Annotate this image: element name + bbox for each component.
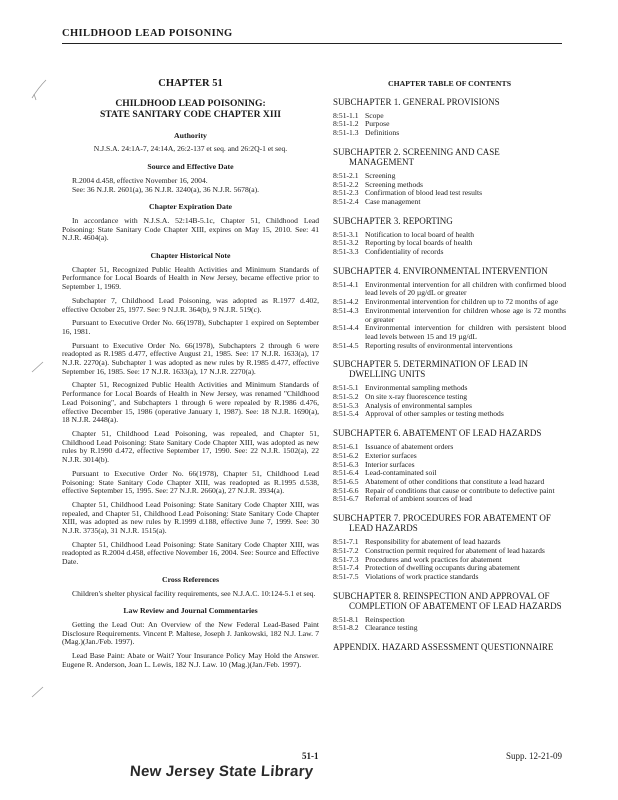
toc-section-number: 8:51-1.3	[333, 128, 359, 138]
toc-section-number: 8:51-6.2	[333, 450, 359, 460]
toc-section-number: 8:51-8.2	[333, 623, 359, 633]
toc-section-title: Abatement of other conditions that constitute a lead hazard	[365, 476, 545, 486]
toc-section-title: Confirmation of blood lead test results	[365, 188, 483, 198]
law-review-entry: Lead Base Paint: Abate or Wait? Your Insurance Policy May Hold the Answer. Eugene R. Anderson, Joan L. Lewis, 182 N.J. Law. 10 (Mag.)(Jan./Feb. 1997).	[62, 651, 319, 669]
toc-section-number: 8:51-5.1	[333, 383, 359, 393]
toc-subchapter-heading-line: SUBCHAPTER 1. GENERAL PROVISIONS	[333, 96, 500, 107]
toc-section-number: 8:51-3.1	[333, 229, 359, 239]
toc-section-number: 8:51-1.1	[333, 110, 359, 120]
toc-subchapter-heading-line: SUBCHAPTER 7. PROCEDURES FOR ABATEMENT OF	[333, 513, 551, 524]
law-review-list	[62, 621, 319, 670]
toc-subchapter-heading-cont: COMPLETION OF ABATEMENT OF LEAD HAZARDS	[349, 600, 562, 611]
toc-section-number: 8:51-7.5	[333, 571, 359, 581]
toc-section-title: Case management	[365, 196, 421, 206]
toc-section-number: 8:51-2.1	[333, 170, 359, 180]
historical-paragraph: Pursuant to Executive Order No. 66(1978), Subchapter 1 expired on September 16, 1981.	[62, 318, 319, 336]
toc-section-number: 8:51-7.1	[333, 537, 359, 547]
toc-section-title: Lead-contaminated soil	[365, 468, 437, 478]
toc-section-number: 8:51-6.1	[333, 442, 359, 452]
toc-section-title: Issuance of abatement orders	[365, 442, 454, 452]
toc-subchapter-heading	[333, 591, 566, 611]
toc-subchapter	[333, 147, 566, 207]
toc-section-title: Environmental intervention for children up to 72 months of age	[365, 297, 558, 307]
toc-section-number: 8:51-6.3	[333, 459, 359, 469]
toc-subchapter-heading-line: SUBCHAPTER 2. SCREENING AND CASE	[333, 146, 500, 157]
toc-section-title: Reporting results of environmental interventions	[365, 340, 513, 350]
toc-section-title: Environmental sampling methods	[365, 383, 468, 393]
expiration-heading: Chapter Expiration Date	[148, 202, 233, 212]
cross-references-heading: Cross References	[161, 574, 220, 584]
cross-references-text: Children's shelter physical facility requirements, see N.J.A.C. 10:124-5.1 et seq.	[72, 588, 316, 598]
toc-section-title: Referral of ambient sources of lead	[365, 494, 472, 504]
toc-section-title: Construction permit required for abatement of lead hazards	[365, 545, 545, 555]
toc-section-number: 8:51-3.2	[333, 238, 359, 248]
toc-section-entry	[333, 573, 566, 582]
law-review-entry: Getting the Lead Out: An Overview of the New Federal Lead-Based Paint Disclosure Requirements. Vincent P. Maltese, Joseph J. Jankowski, 182 N.J. Law. 7 (Mag.)(Jan./Feb. 1997).	[62, 619, 319, 647]
toc-subchapter	[333, 428, 566, 504]
toc-section-entry	[333, 198, 566, 207]
toc-section-number: 8:51-3.3	[333, 247, 359, 257]
toc-section-number: 8:51-8.1	[333, 614, 359, 624]
toc-section-title: Responsibility for abatement of lead hazards	[365, 537, 501, 547]
toc-section-title: Clearance testing	[365, 623, 418, 633]
toc-section-title: Reinspection	[365, 614, 405, 624]
toc-section-number: 8:51-7.4	[333, 563, 359, 573]
chapter-title-line1: CHILDHOOD LEAD POISONING:	[115, 97, 266, 109]
toc-section-number: 8:51-5.4	[333, 409, 359, 419]
toc-section-entry	[333, 324, 566, 341]
toc-section-title: Analysis of environmental samples	[365, 400, 472, 410]
historical-paragraph: Chapter 51, Childhood Lead Poisoning, was repealed, and Chapter 51, Childhood Lead Poisoning: State Sanitary Code Chapter XIII, was adopted as new rules by R.1990 d.472, effective September 17, 1990. See: 22 N.J.R. 1502(a), 22 N.J.R. 3014(b).	[62, 428, 319, 465]
toc-section-number: 8:51-2.3	[333, 188, 359, 198]
margin-mark-1	[28, 76, 50, 104]
toc-section-number: 8:51-4.2	[333, 297, 359, 307]
historical-paragraph: Chapter 51, Childhood Lead Poisoning: State Sanitary Code Chapter XIII, was repealed, and Chapter 51, Childhood Lead Poisoning: State Sanitary Code Chapter XIII, was adopted as new rules by R.1999 d.188, effective June 7, 1999. See: 30 N.J.R. 3735(a), 31 N.J.R. 1515(a).	[62, 499, 319, 536]
toc-section-title: Reporting by local boards of health	[365, 238, 473, 248]
toc-section-number: 8:51-7.3	[333, 554, 359, 564]
toc-subchapter-heading-cont: DWELLING UNITS	[349, 369, 426, 380]
toc-subchapter	[333, 216, 566, 257]
margin-mark-3	[30, 685, 46, 699]
historical-heading: Chapter Historical Note	[150, 251, 231, 261]
toc-section-number: 8:51-6.5	[333, 476, 359, 486]
historical-paragraph: Subchapter 7, Childhood Lead Poisoning, was adopted as R.1977 d.402, effective October 25, 1977. See: 9 N.J.R. 364(b), 9 N.J.R. 519(c).	[62, 295, 319, 314]
source-heading: Source and Effective Date	[147, 162, 234, 172]
toc-subchapter	[333, 359, 566, 419]
toc-section-title: Definitions	[365, 128, 400, 138]
toc-subchapters	[333, 97, 566, 633]
toc-subchapter	[333, 513, 566, 582]
toc-subchapter-heading	[333, 97, 566, 107]
source-line2: See: 36 N.J.R. 2601(a), 36 N.J.R. 3240(a), 36 N.J.R. 5678(a).	[72, 184, 260, 194]
toc-section-number: 8:51-6.7	[333, 494, 359, 504]
toc-section-number: 8:51-6.6	[333, 485, 359, 495]
toc-section-title: Violations of work practice standards	[365, 571, 479, 581]
toc-section-title: Scope	[365, 110, 384, 120]
toc-title: CHAPTER TABLE OF CONTENTS	[387, 79, 512, 88]
toc-section-entry	[333, 248, 566, 257]
toc-subchapter-heading-line: SUBCHAPTER 8. REINSPECTION AND APPROVAL OF	[333, 590, 550, 601]
toc-section-entry	[333, 342, 566, 351]
toc-section-title: Notification to local board of health	[365, 229, 475, 239]
toc-section-title: On site x-ray fluorescence testing	[365, 392, 468, 402]
toc-section-title: Exterior surfaces	[365, 450, 417, 460]
toc-subchapter-heading	[333, 266, 566, 276]
toc-section-entry	[333, 129, 566, 138]
toc-section-number: 8:51-2.2	[333, 179, 359, 189]
historical-paragraph: Chapter 51, Childhood Lead Poisoning: State Sanitary Code Chapter XIII, was readopted as R.2004 d.458, effective November 16, 2004. See: Source and Effective Date.	[62, 539, 319, 567]
toc-subchapter-heading-line: SUBCHAPTER 6. ABATEMENT OF LEAD HAZARDS	[333, 428, 542, 439]
toc-section-title: Screening methods	[365, 179, 423, 189]
left-column	[62, 80, 319, 674]
toc-subchapter	[333, 591, 566, 633]
toc-subchapter-heading	[333, 428, 566, 438]
toc-section-number: 8:51-2.4	[333, 196, 359, 206]
toc-section-number: 8:51-6.4	[333, 468, 359, 478]
toc-subchapter-heading-line: SUBCHAPTER 4. ENVIRONMENTAL INTERVENTION	[333, 265, 548, 276]
toc-subchapter-heading-cont: LEAD HAZARDS	[349, 523, 418, 534]
historical-paragraph: Pursuant to Executive Order No. 66(1978), Chapter 51, Childhood Lead Poisoning: State Sanitary Code Chapter XIII, was readopted as R.1995 d.538, effective September 15, 1995. See: 27 N.J.R. 2660(a), 27 N.J.R. 3934(a).	[62, 468, 319, 496]
toc-section-title: Environmental intervention for all children with confirmed blood lead levels of 20 µg/dL or greater	[365, 279, 566, 298]
toc-section-entry	[333, 624, 566, 633]
header-rule	[62, 43, 562, 44]
chapter-title-line2: STATE SANITARY CODE CHAPTER XIII	[99, 108, 282, 120]
table-of-contents	[333, 80, 566, 657]
toc-subchapter-heading-line: SUBCHAPTER 5. DETERMINATION OF LEAD IN	[333, 359, 528, 370]
toc-subchapter-heading	[333, 147, 566, 167]
toc-subchapter-heading-cont: MANAGEMENT	[349, 156, 414, 167]
toc-subchapter-heading	[333, 359, 566, 379]
toc-section-title: Environmental intervention for children with persistent blood lead levels between 15 and 19 µg/dL	[365, 323, 566, 341]
toc-subchapter-heading	[333, 513, 566, 533]
toc-section-number: 8:51-5.2	[333, 392, 359, 402]
chapter-number: CHAPTER 51	[158, 78, 223, 89]
toc-section-number: 8:51-4.3	[333, 305, 359, 315]
margin-mark-2	[30, 360, 46, 374]
page-number: 51-1	[302, 751, 319, 761]
toc-section-entry	[333, 495, 566, 504]
supplement-date: Supp. 12-21-09	[506, 751, 562, 761]
toc-section-entry	[333, 281, 566, 298]
law-review-heading: Law Review and Journal Commentaries	[123, 606, 258, 616]
toc-section-title: Confidentiality of records	[365, 247, 444, 257]
toc-section-title: Purpose	[365, 119, 390, 129]
authority-text: N.J.S.A. 24:1A-7, 24:14A, 26:2-137 et seq. and 26:2Q-1 et seq.	[93, 144, 288, 154]
toc-section-entry	[333, 410, 566, 419]
source-line1: R.2004 d.458, effective November 16, 2004.	[72, 175, 208, 185]
toc-subchapter-heading-line: SUBCHAPTER 3. REPORTING	[333, 215, 453, 226]
toc-section-number: 8:51-4.5	[333, 340, 359, 350]
toc-section-number: 8:51-7.2	[333, 545, 359, 555]
toc-subchapter	[333, 97, 566, 138]
toc-section-title: Interior surfaces	[365, 459, 415, 469]
toc-section-title: Screening	[365, 170, 396, 180]
toc-section-number: 8:51-4.1	[333, 279, 359, 289]
authority-heading: Authority	[174, 130, 207, 140]
historical-paragraph: Chapter 51, Recognized Public Health Activities and Minimum Standards of Performance for Local Boards of Health in New Jersey, was renamed "Childhood Lead Poisoning", and Subchapters 1 through 6 were repealed by R.1986 d.476, effective December 15, 1986 (operative January 1, 1987). See: 18 N.J.R. 1690(a), 18 N.J.R. 2448(a).	[62, 380, 319, 425]
toc-section-title: Repair of conditions that cause or contribute to defective paint	[365, 485, 555, 495]
historical-paragraph: Pursuant to Executive Order No. 66(1978), Subchapters 2 through 6 were readopted as R.1985 d.477, effective August 21, 1985. See: 17 N.J.R. 1633(a), 17 N.J.R. 2270(a). Subchapter 1 was adopted as new rules by R.1985 d.477, effective September 16, 1985. See: 17 N.J.R. 1633(a), 17 N.J.R. 2270(a).	[62, 340, 319, 376]
library-stamp: New Jersey State Library	[129, 763, 314, 780]
toc-section-title: Procedures and work practices for abatement	[365, 554, 502, 564]
toc-section-title: Approval of other samples or testing methods	[365, 409, 504, 419]
toc-section-number: 8:51-5.3	[333, 400, 359, 410]
historical-note	[62, 266, 319, 567]
toc-subchapter-heading	[333, 216, 566, 226]
toc-section-number: 8:51-4.4	[333, 323, 359, 333]
toc-section-number: 8:51-1.2	[333, 119, 359, 129]
toc-section-title: Protection of dwelling occupants during abatement	[365, 563, 520, 573]
toc-section-title: Environmental intervention for children whose age is 72 months or greater	[365, 305, 566, 324]
historical-paragraph: Chapter 51, Recognized Public Health Activities and Minimum Standards of Performance for Local Boards of Health in New Jersey, became effective prior to September 1, 1969.	[62, 264, 319, 292]
toc-section-entry	[333, 307, 566, 324]
expiration-text: In accordance with N.J.S.A. 52:14B-5.1c, Chapter 51, Childhood Lead Poisoning: State Sanitary Code Chapter XIII, expires on May 15, 2010. See: 41 N.J.R. 4604(a).	[62, 215, 319, 243]
toc-appendix: APPENDIX. HAZARD ASSESSMENT QUESTIONNAIRE	[333, 642, 554, 653]
toc-subchapter	[333, 266, 566, 351]
running-header: CHILDHOOD LEAD POISONING	[62, 28, 233, 39]
chapter-title	[62, 98, 319, 120]
